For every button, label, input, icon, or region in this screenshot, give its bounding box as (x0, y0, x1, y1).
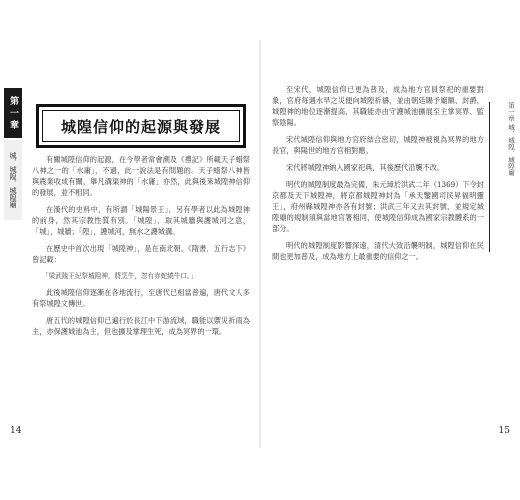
paragraph: 唐五代的城隍信仰已遍行於長江中下游流域，職能以禦災祈雨為主，亦保護城池為主，但也擴及掌理生死，成為冥界的一環。 (32, 316, 250, 336)
chapter-tab: 第 一 章 (4, 88, 22, 138)
paragraph: 有關城隍信仰的起源，在今學者常會溯及《禮記》所載天子蜡祭八神之一的「水庸」，不過，此一說法是有問題的。天子蜡祭八神皆與農業收成有關，舉凡溝渠神的「水庸」亦然，此與後來城隍神信仰的發展，並不相同。 (32, 155, 250, 197)
right-body (272, 84, 484, 268)
right-page (264, 42, 516, 444)
paragraph: 宋代城隍信仰與地方官府結合密切，城隍神被視為冥界的地方長官，與陽世的地方官相對應。 (272, 135, 484, 155)
left-page (4, 42, 256, 444)
paragraph: 在漢代的史料中，有所謂「城陽景王」，另有學者以此為城隍神的前身，然其宗教性質有別。「城隍」，取其城牆與護城河之意，「城」，城牆；「隍」，護城河，無水之護城溝。 (32, 205, 250, 236)
paragraph: 明代的城隍制度影響深遠，清代大致沿襲明制，城隍信仰在民間也更加普及，成為地方上最重要的信仰之一。 (272, 241, 484, 261)
title-frame (36, 104, 246, 148)
paragraph: 至宋代，城隍信仰已更為普及，成為地方官員祭祀的重要對象，官府每遇水旱之災便向城隍祈禱，並由朝廷賜予廟額、封爵，城隍神的地位逐漸提高，其職能亦由守護城池擴展至主掌冥界、監察陰陽。 (272, 85, 484, 127)
section-title: 城隍信仰的起源與發展 (60, 118, 221, 136)
paragraph: 明代的城隍制度最為完備，朱元璋於洪武二年（1369）下令封京都及天下城隍神，將京都城隍神封為「承天鑒國司民昇福明靈王」，府州縣城隍神亦各有封號；洪武三年又去其封號，並規定城隍廟的規制須與當地官署相同，使城隍信仰成為國家宗教體系的一部分。 (272, 180, 484, 233)
chapter-subtab: 城．城隍．城隍廟 (4, 140, 22, 220)
page-number-right: 15 (498, 426, 510, 436)
book-gutter (259, 40, 261, 448)
page-number-left: 14 (10, 426, 22, 436)
left-body (32, 154, 250, 343)
block-quote: 「梁武陵王紀祭城隍神，將烹牛，忽有赤蛇繞牛口。」 (42, 272, 197, 280)
running-head: 第一章 城．城隍．城隍廟 (489, 102, 516, 252)
paragraph: 宋代將城隍神納入國家祀典，其後歷代沿襲不改。 (286, 163, 445, 172)
paragraph: 在歷史中首次出現「城隍神」，是在南北朝。《隋書．五行志下》曾記載： (32, 244, 250, 264)
paragraph: 此後城隍信仰逐漸在各地流行，至唐代已相當普遍，唐代文人多有祭城隍文傳世。 (32, 288, 250, 308)
